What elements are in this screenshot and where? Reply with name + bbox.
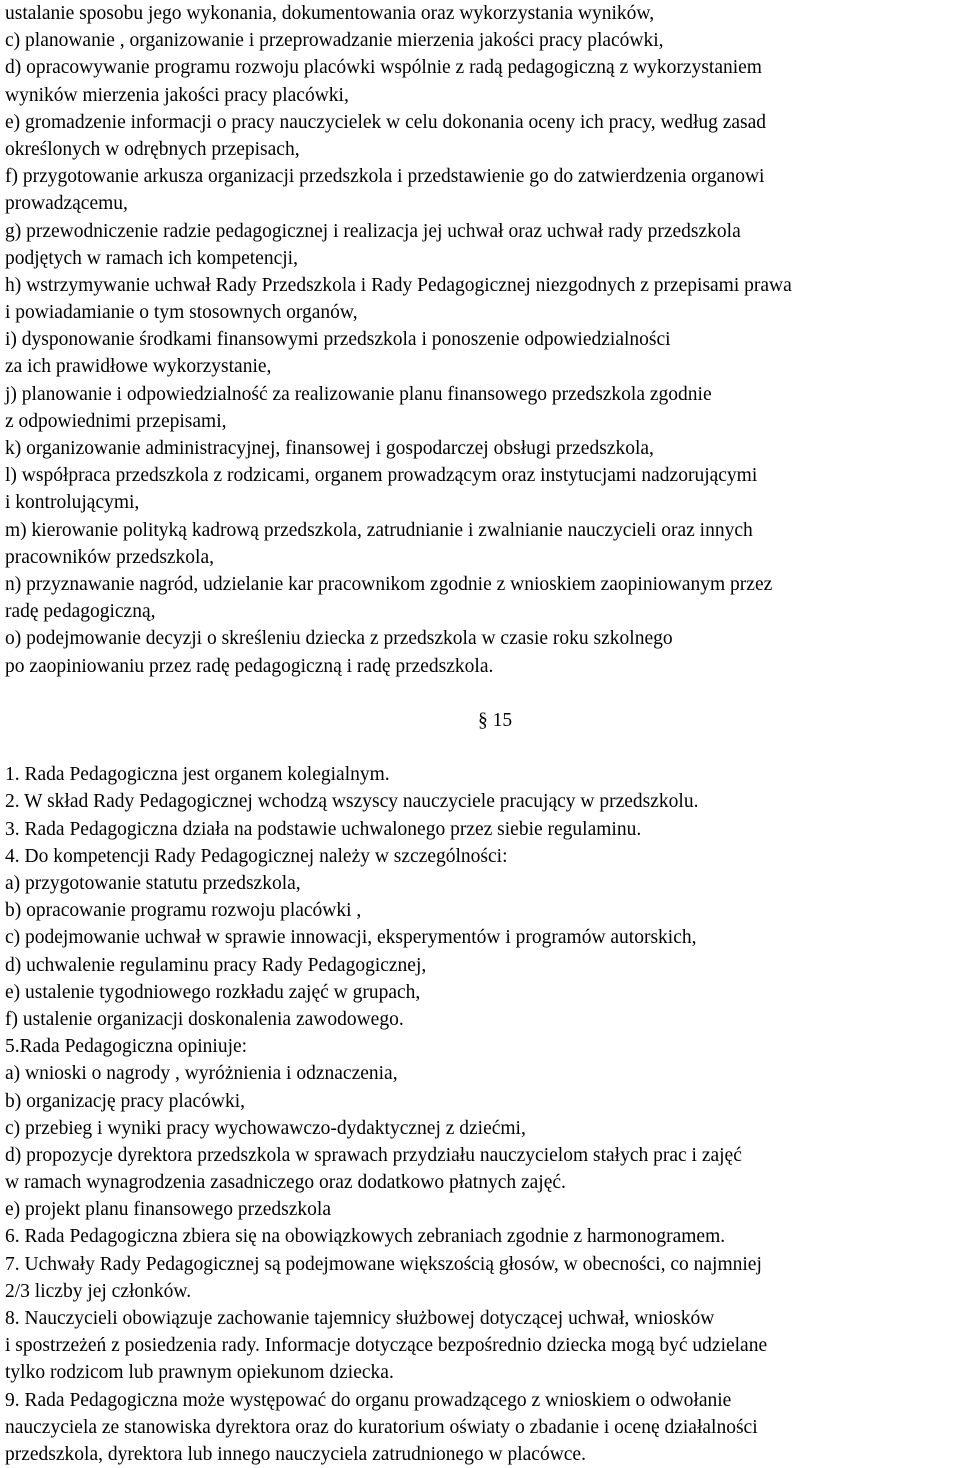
- text-line: 7. Uchwały Rady Pedagogicznej są podejmowane większością głosów, w obecności, co najmniej: [5, 1253, 762, 1275]
- text-line: e) gromadzenie informacji o pracy nauczycielek w celu dokonania oceny ich pracy, według zasad: [5, 111, 767, 133]
- text-line: c) podejmowanie uchwał w sprawie innowacji, eksperymentów i programów autorskich,: [5, 927, 697, 949]
- text-line: i kontrolującymi,: [5, 492, 140, 514]
- text-line: n) przyznawanie nagród, udzielanie kar pracownikom zgodnie z wnioskiem zaopiniowanym przez: [5, 573, 773, 595]
- text-line: wyników mierzenia jakości pracy placówki,: [5, 84, 349, 106]
- text-line: a) wnioski o nagrody , wyróżnienia i odznaczenia,: [5, 1063, 398, 1085]
- text-line: 1. Rada Pedagogiczna jest organem kolegialnym.: [5, 764, 390, 786]
- text-line: 2. W skład Rady Pedagogicznej wchodzą wszyscy nauczyciele pracujący w przedszkolu.: [5, 791, 699, 813]
- text-line: 2/3 liczby jej członków.: [5, 1280, 192, 1302]
- text-line: i powiadamianie o tym stosownych organów,: [5, 302, 358, 324]
- text-line: 4. Do kompetencji Rady Pedagogicznej należy w szczególności:: [5, 845, 508, 867]
- text-line: 5.Rada Pedagogiczna opiniuje:: [5, 1036, 248, 1058]
- text-line: h) wstrzymywanie uchwał Rady Przedszkola i Rady Pedagogicznej niezgodnych z przepisami prawa: [5, 274, 792, 296]
- text-line: m) kierowanie polityką kadrową przedszkola, zatrudnianie i zwalnianie nauczycieli oraz innych: [5, 519, 753, 541]
- text-line: e) ustalenie tygodniowego rozkładu zajęć w grupach,: [5, 981, 421, 1003]
- text-line: g) przewodniczenie radzie pedagogicznej i realizacja jej uchwał oraz uchwał rady przedszkola: [5, 220, 741, 242]
- text-line: ustalanie sposobu jego wykonania, dokumentowania oraz wykorzystania wyników,: [5, 3, 655, 24]
- text-line: określonych w odrębnych przepisach,: [5, 138, 300, 160]
- section-heading: § 15: [477, 709, 513, 731]
- text-line: po zaopiniowaniu przez radę pedagogiczną i radę przedszkola.: [5, 655, 494, 677]
- text-line: d) propozycje dyrektora przedszkola w sprawach przydziału nauczycielom stałych prac i zajęć: [5, 1144, 742, 1166]
- text-line: d) uchwalenie regulaminu pracy Rady Pedagogicznej,: [5, 954, 427, 976]
- text-line: c) przebieg i wyniki pracy wychowawczo-dydaktycznej z dziećmi,: [5, 1117, 526, 1139]
- text-line: f) ustalenie organizacji doskonalenia zawodowego.: [5, 1008, 404, 1030]
- text-line: przedszkola, dyrektora lub innego nauczyciela zatrudnionego w placówce.: [5, 1443, 586, 1465]
- text-line: radę pedagogiczną,: [5, 601, 156, 623]
- spacer: [5, 680, 955, 707]
- text-line: 3. Rada Pedagogiczna działa na podstawie uchwalonego przez siebie regulaminu.: [5, 818, 642, 840]
- text-line: 9. Rada Pedagogiczna może występować do organu prowadzącego z wnioskiem o odwołanie: [5, 1389, 732, 1411]
- text-line: b) organizację pracy placówki,: [5, 1090, 246, 1112]
- text-line: 8. Nauczycieli obowiązuje zachowanie tajemnicy służbowej dotyczącej uchwał, wniosków: [5, 1308, 715, 1329]
- text-line: f) przygotowanie arkusza organizacji przedszkola i przedstawienie go do zatwierdzenia organowi: [5, 166, 765, 188]
- text-line: k) organizowanie administracyjnej, finansowej i gospodarczej obsługi przedszkola,: [5, 438, 654, 459]
- text-line: i) dysponowanie środkami finansowymi przedszkola i ponoszenie odpowiedzialności: [5, 329, 671, 351]
- text-line: a) przygotowanie statutu przedszkola,: [5, 873, 301, 894]
- text-line: 6. Rada Pedagogiczna zbiera się na obowiązkowych zebraniach zgodnie z harmonogramem.: [5, 1226, 726, 1248]
- text-line: prowadzącemu,: [5, 193, 128, 215]
- text-line: o) podejmowanie decyzji o skreśleniu dziecka z przedszkola w czasie roku szkolnego: [5, 628, 673, 650]
- document-page: [5, 0, 955, 1468]
- spacer: [5, 734, 955, 761]
- text-line: pracowników przedszkola,: [5, 546, 215, 568]
- text-line: podjętych w ramach ich kompetencji,: [5, 247, 298, 269]
- text-line: l) współpraca przedszkola z rodzicami, organem prowadzącym oraz instytucjami nadzorującymi: [5, 465, 758, 487]
- text-line: za ich prawidłowe wykorzystanie,: [5, 356, 272, 378]
- text-line: c) planowanie , organizowanie i przeprowadzanie mierzenia jakości pracy placówki,: [5, 30, 664, 52]
- text-line: d) opracowywanie programu rozwoju placówki wspólnie z radą pedagogiczną z wykorzystaniem: [5, 57, 762, 79]
- text-line: e) projekt planu finansowego przedszkola: [5, 1199, 331, 1221]
- text-line: j) planowanie i odpowiedzialność za realizowanie planu finansowego przedszkola zgodnie: [5, 383, 712, 405]
- text-line: z odpowiednimi przepisami,: [5, 410, 227, 432]
- text-line: i spostrzeżeń z posiedzenia rady. Informacje dotyczące bezpośrednio dziecka mogą być udzielane: [5, 1335, 768, 1357]
- text-line: b) opracowanie programu rozwoju placówki ,: [5, 900, 362, 922]
- text-line: nauczyciela ze stanowiska dyrektora oraz do kuratorium oświaty o zbadanie i ocenę działalności: [5, 1416, 758, 1438]
- text-line: tylko rodzicom lub prawnym opiekunom dziecka.: [5, 1362, 394, 1384]
- text-line: w ramach wynagrodzenia zasadniczego oraz dodatkowo płatnych zajęć.: [5, 1172, 566, 1194]
